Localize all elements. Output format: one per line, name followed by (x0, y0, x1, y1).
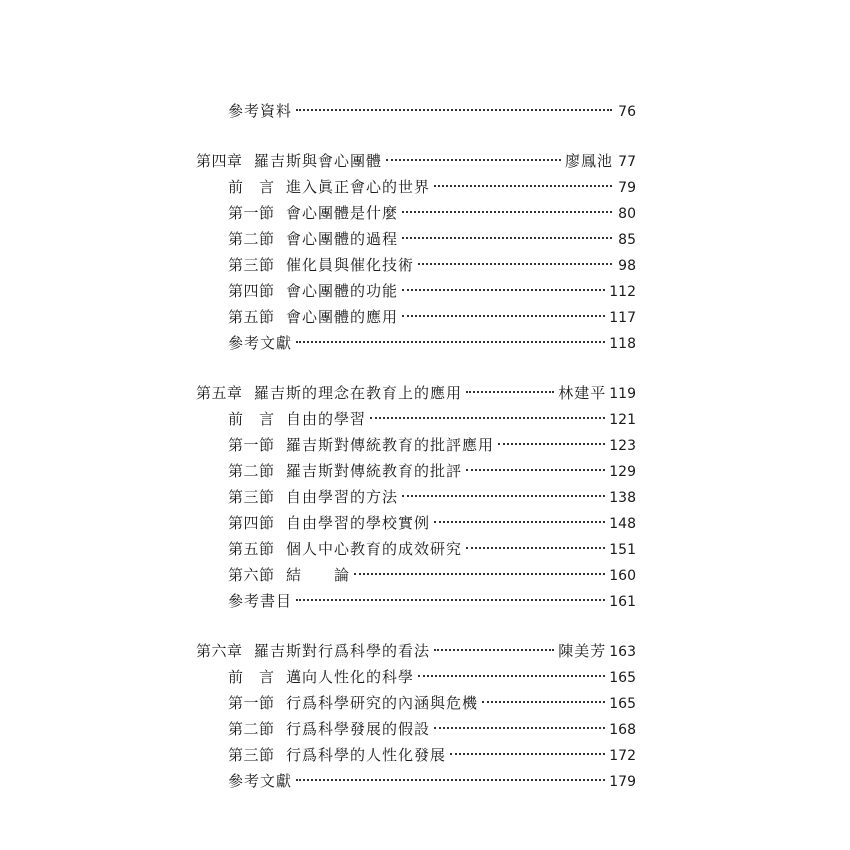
page-number: 161 (609, 594, 636, 610)
page-number: 129 (609, 464, 636, 480)
page-number: 77 (618, 154, 636, 170)
dot-leader (418, 263, 612, 265)
section-label: 第三節 (228, 488, 275, 506)
dot-leader (402, 495, 605, 497)
entry-title: 催化員與催化技術 (286, 256, 415, 274)
chapter-author: 陳美芳 (558, 642, 607, 660)
chapter-title: 羅吉斯的理念在教育上的應用 (254, 384, 463, 402)
entry-title: 邁向人性化的科學 (286, 668, 415, 686)
section-label: 前 言 (228, 410, 275, 428)
section-label: 第一節 (228, 694, 275, 712)
page-number: 163 (609, 644, 636, 660)
page-number: 168 (609, 722, 636, 738)
toc-entry-row (196, 510, 636, 536)
chapter-number: 第六章 (196, 642, 243, 660)
dot-leader (370, 417, 605, 419)
page-number: 179 (609, 774, 636, 790)
dot-leader (466, 547, 605, 549)
dot-leader (402, 211, 612, 213)
toc-entry-row (196, 174, 636, 200)
dot-leader (482, 701, 605, 703)
section-label: 第五節 (228, 308, 275, 326)
section-gap (196, 614, 636, 638)
entry-title: 行爲科學發展的假設 (286, 720, 431, 738)
toc-entry-row (196, 562, 636, 588)
toc-entry-row (196, 768, 636, 794)
dot-leader (498, 443, 605, 445)
entry-title: 會心團體的過程 (286, 230, 399, 248)
page-number: 98 (618, 258, 636, 274)
toc-chapter-row (196, 380, 636, 406)
page-number: 85 (618, 232, 636, 248)
chapter-author: 林建平 (558, 384, 607, 402)
page-number: 151 (609, 542, 636, 558)
toc-entry-row (196, 690, 636, 716)
dot-leader (386, 159, 561, 161)
toc-entry-row (196, 98, 636, 124)
entry-title: 個人中心教育的成效研究 (286, 540, 463, 558)
section-label: 第二節 (228, 720, 275, 738)
page-number: 117 (609, 310, 636, 326)
entry-title: 結 論 (286, 566, 351, 584)
dot-leader (402, 237, 612, 239)
dot-leader (296, 341, 605, 343)
toc-entry-row (196, 200, 636, 226)
toc-entry-row (196, 742, 636, 768)
page-number: 123 (609, 438, 636, 454)
toc-chapter-row (196, 148, 636, 174)
entry-title: 行爲科學研究的內涵與危機 (286, 694, 479, 712)
section-label: 第四節 (228, 282, 275, 300)
page-number: 121 (609, 412, 636, 428)
dot-leader (418, 675, 605, 677)
entry-title: 進入眞正會心的世界 (286, 178, 431, 196)
dot-leader (466, 391, 554, 393)
entry-title: 行爲科學的人性化發展 (286, 746, 447, 764)
section-label: 第五節 (228, 540, 275, 558)
toc-entry-row (196, 406, 636, 432)
entry-title: 參考資料 (228, 102, 293, 120)
section-label: 第六節 (228, 566, 275, 584)
entry-title: 會心團體是什麼 (286, 204, 399, 222)
section-label: 第三節 (228, 746, 275, 764)
entry-title: 參考文獻 (228, 334, 293, 352)
section-label: 第一節 (228, 204, 275, 222)
chapter-author: 廖鳳池 (564, 152, 613, 170)
entry-title: 參考文獻 (228, 772, 293, 790)
section-label: 第一節 (228, 436, 275, 454)
section-label: 第二節 (228, 462, 275, 480)
toc-entry-row (196, 278, 636, 304)
section-label: 第三節 (228, 256, 275, 274)
table-of-contents (196, 98, 636, 794)
dot-leader (296, 109, 612, 111)
dot-leader (402, 315, 605, 317)
toc-entry-row (196, 536, 636, 562)
dot-leader (450, 753, 605, 755)
toc-entry-row (196, 330, 636, 356)
entry-title: 自由的學習 (286, 410, 367, 428)
page-number: 148 (609, 516, 636, 532)
toc-entry-row (196, 716, 636, 742)
dot-leader (296, 599, 605, 601)
page-number: 119 (609, 386, 636, 402)
toc-entry-row (196, 458, 636, 484)
page-number: 112 (609, 284, 636, 300)
toc-entry-row (196, 252, 636, 278)
dot-leader (402, 289, 605, 291)
entry-title: 羅吉斯對傳統教育的批評應用 (286, 436, 495, 454)
dot-leader (296, 779, 605, 781)
page-number: 172 (609, 748, 636, 764)
section-gap (196, 356, 636, 380)
toc-entry-row (196, 484, 636, 510)
section-label: 第二節 (228, 230, 275, 248)
chapter-title: 羅吉斯與會心團體 (254, 152, 383, 170)
page-number: 165 (609, 696, 636, 712)
page-number: 118 (609, 336, 636, 352)
section-label: 第四節 (228, 514, 275, 532)
toc-entry-row (196, 432, 636, 458)
page-number: 76 (618, 104, 636, 120)
chapter-number: 第四章 (196, 152, 243, 170)
dot-leader (434, 521, 605, 523)
page-number: 165 (609, 670, 636, 686)
page-number: 138 (609, 490, 636, 506)
toc-entry-row (196, 226, 636, 252)
chapter-title: 羅吉斯對行爲科學的看法 (254, 642, 431, 660)
toc-entry-row (196, 588, 636, 614)
entry-title: 參考書目 (228, 592, 293, 610)
toc-chapter-row (196, 638, 636, 664)
entry-title: 羅吉斯對傳統教育的批評 (286, 462, 463, 480)
dot-leader (354, 573, 605, 575)
toc-entry-row (196, 304, 636, 330)
page-number: 160 (609, 568, 636, 584)
toc-entry-row (196, 664, 636, 690)
entry-title: 會心團體的應用 (286, 308, 399, 326)
entry-title: 自由學習的學校實例 (286, 514, 431, 532)
dot-leader (434, 185, 612, 187)
page-number: 80 (618, 206, 636, 222)
section-gap (196, 124, 636, 148)
section-label: 前 言 (228, 178, 275, 196)
section-label: 前 言 (228, 668, 275, 686)
chapter-number: 第五章 (196, 384, 243, 402)
entry-title: 自由學習的方法 (286, 488, 399, 506)
dot-leader (434, 727, 605, 729)
dot-leader (466, 469, 605, 471)
page-number: 79 (618, 180, 636, 196)
dot-leader (434, 649, 554, 651)
entry-title: 會心團體的功能 (286, 282, 399, 300)
